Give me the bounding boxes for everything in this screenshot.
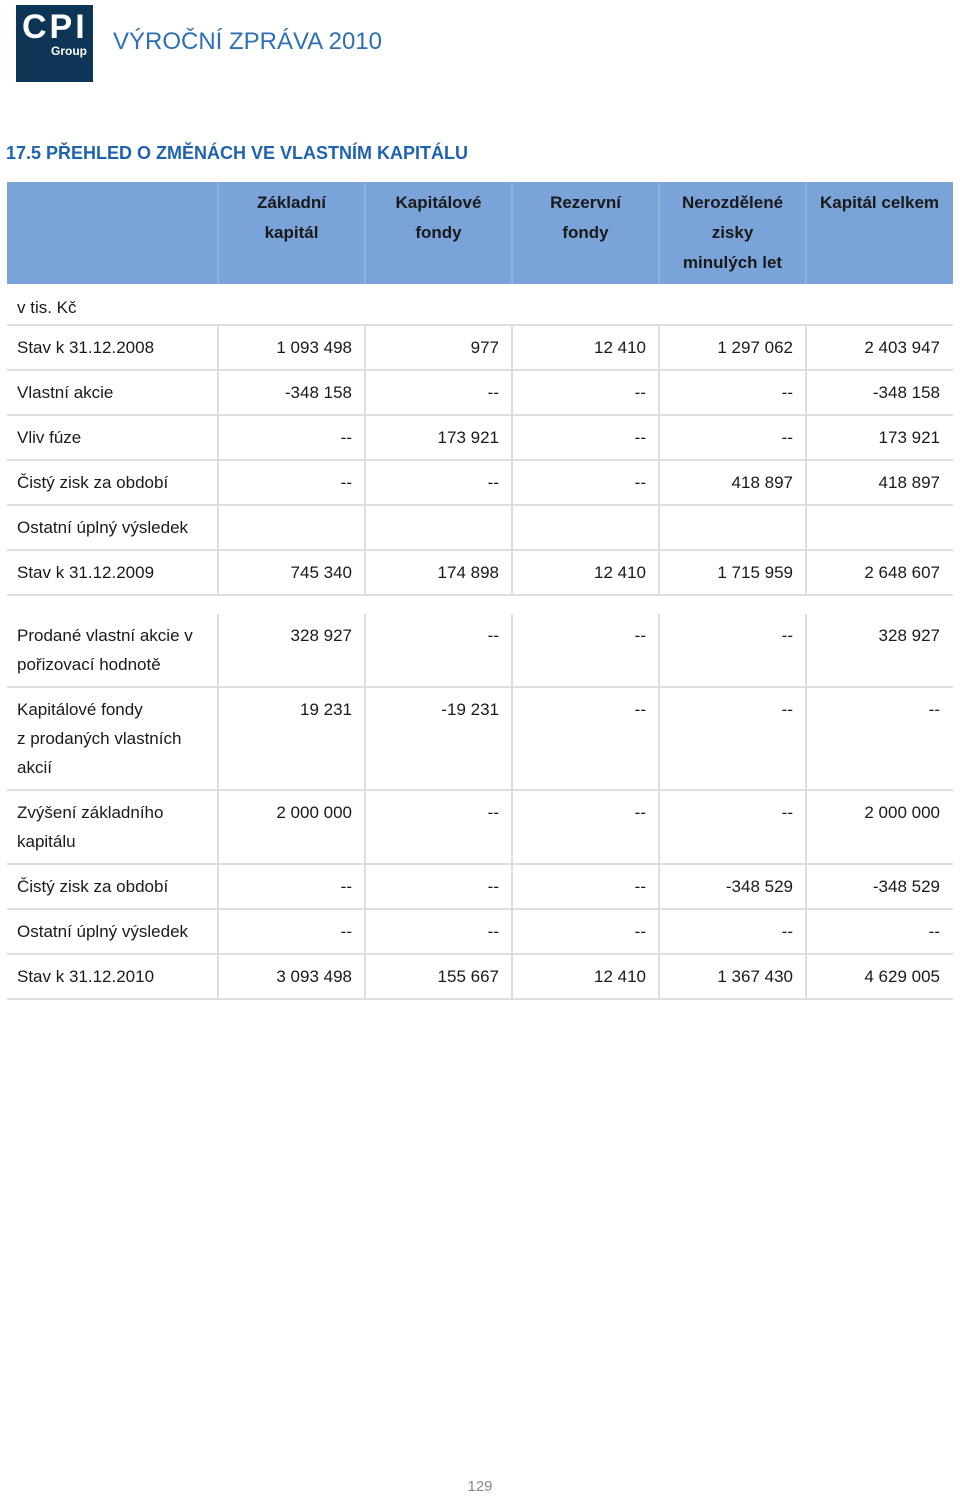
row-label — [7, 506, 217, 549]
table-cell: -- — [364, 865, 511, 908]
table-cell: -348 158 — [805, 371, 952, 414]
table-cell: 12 410 — [511, 551, 658, 594]
row-label-line: Kapitálové fondy — [17, 700, 143, 719]
table-cell: -- — [511, 416, 658, 459]
table-cell: -- — [364, 461, 511, 504]
row-label-line: Vliv fúze — [17, 428, 82, 447]
row-label-line: Zvýšení základního — [17, 803, 164, 822]
table-row — [7, 461, 953, 506]
row-label — [7, 791, 217, 863]
table-cell: -- — [658, 910, 805, 953]
table-cell — [217, 506, 364, 549]
table-cell: 2 000 000 — [217, 791, 364, 863]
row-label-line: akcií — [17, 758, 52, 777]
row-label-line: Vlastní akcie — [17, 383, 114, 402]
row-label — [7, 371, 217, 414]
header-col-total-equity: Kapitál celkem — [805, 182, 952, 284]
table-cell — [511, 506, 658, 549]
row-label-line: kapitálu — [17, 832, 76, 851]
table-cell — [364, 506, 511, 549]
table-cell: -- — [658, 371, 805, 414]
row-label-line: Ostatní úplný výsledek — [17, 518, 189, 537]
table-row — [7, 506, 953, 551]
table-cell: -- — [364, 910, 511, 953]
table-cell: 173 921 — [364, 416, 511, 459]
cpi-group-logo — [16, 5, 93, 82]
row-label — [7, 416, 217, 459]
row-label-line: z prodaných vlastních — [17, 729, 182, 748]
row-label-line: Čistý zisk za období — [17, 473, 169, 492]
table-cell: -- — [805, 910, 952, 953]
table-cell: 3 093 498 — [217, 955, 364, 998]
table-header — [7, 182, 953, 284]
table-cell: 1 093 498 — [217, 326, 364, 369]
header-col-capital-funds: Kapitálové fondy — [364, 182, 511, 284]
table-cell: -- — [805, 688, 952, 789]
table-cell — [805, 506, 952, 549]
table-cell: 2 648 607 — [805, 551, 952, 594]
row-label-line: pořizovací hodnotě — [17, 655, 161, 674]
unit-label: v tis. Kč — [17, 298, 77, 317]
table-cell: -- — [658, 416, 805, 459]
table-cell: 4 629 005 — [805, 955, 952, 998]
table-row — [7, 371, 953, 416]
table-row — [7, 326, 953, 371]
table-row — [7, 416, 953, 461]
table-cell: -- — [511, 791, 658, 863]
equity-changes-table — [7, 182, 953, 1000]
rows-group-2010 — [7, 614, 953, 1000]
table-cell: -- — [511, 614, 658, 686]
logo-subtext: Group — [51, 44, 87, 58]
table-cell: -- — [511, 865, 658, 908]
table-row — [7, 688, 953, 791]
table-cell: -- — [658, 688, 805, 789]
table-cell: 173 921 — [805, 416, 952, 459]
table-cell: 2 000 000 — [805, 791, 952, 863]
table-cell — [658, 506, 805, 549]
table-cell: 155 667 — [364, 955, 511, 998]
table-cell: -- — [364, 791, 511, 863]
header-col-retained-earnings: Nerozdělené zisky minulých let — [658, 182, 805, 284]
header-label-cell — [7, 182, 217, 284]
table-cell: 328 927 — [805, 614, 952, 686]
table-cell: -- — [658, 791, 805, 863]
row-label — [7, 688, 217, 789]
table-cell: 328 927 — [217, 614, 364, 686]
table-cell: -- — [511, 688, 658, 789]
table-cell: 418 897 — [805, 461, 952, 504]
row-label-line: Stav k 31.12.2010 — [17, 967, 155, 986]
row-label-line: Prodané vlastní akcie v — [17, 626, 193, 645]
row-label — [7, 461, 217, 504]
table-cell: -- — [511, 910, 658, 953]
row-label-line: Čistý zisk za období — [17, 877, 169, 896]
table-row — [7, 910, 953, 955]
table-cell: -- — [511, 371, 658, 414]
table-cell: -- — [217, 865, 364, 908]
header-col-share-capital: Základní kapitál — [217, 182, 364, 284]
table-cell: -19 231 — [364, 688, 511, 789]
table-row — [7, 614, 953, 688]
page-number: 129 — [467, 1478, 493, 1495]
table-cell: 745 340 — [217, 551, 364, 594]
table-cell: -- — [511, 461, 658, 504]
row-label-line: Ostatní úplný výsledek — [17, 922, 189, 941]
table-cell: 12 410 — [511, 955, 658, 998]
unit-row — [7, 284, 953, 326]
table-cell: -- — [217, 416, 364, 459]
row-label — [7, 614, 217, 686]
section-title: 17.5 PŘEHLED O ZMĚNÁCH VE VLASTNÍM KAPITÁLU — [6, 143, 469, 163]
row-label — [7, 865, 217, 908]
rows-group-2009 — [7, 326, 953, 596]
row-label — [7, 955, 217, 998]
table-cell: 2 403 947 — [805, 326, 952, 369]
table-cell: -- — [217, 461, 364, 504]
section-gap — [7, 596, 953, 614]
table-row — [7, 551, 953, 596]
row-label — [7, 910, 217, 953]
table-cell: -- — [658, 614, 805, 686]
table-cell: 1 297 062 — [658, 326, 805, 369]
table-cell: 174 898 — [364, 551, 511, 594]
table-row — [7, 865, 953, 910]
table-row — [7, 955, 953, 1000]
row-label — [7, 326, 217, 369]
logo-text: CPI — [22, 8, 88, 46]
table-cell: -348 529 — [658, 865, 805, 908]
row-label-line: Stav k 31.12.2008 — [17, 338, 155, 357]
table-cell: 19 231 — [217, 688, 364, 789]
table-cell: 977 — [364, 326, 511, 369]
table-cell: -- — [217, 910, 364, 953]
table-cell: 418 897 — [658, 461, 805, 504]
table-cell: 12 410 — [511, 326, 658, 369]
document-title: VÝROČNÍ ZPRÁVA 2010 — [113, 28, 382, 55]
table-cell: -348 529 — [805, 865, 952, 908]
row-label — [7, 551, 217, 594]
table-row — [7, 791, 953, 865]
row-label-line: Stav k 31.12.2009 — [17, 563, 155, 582]
table-cell: -- — [364, 371, 511, 414]
header-col-reserve-funds: Rezervní fondy — [511, 182, 658, 284]
table-cell: 1 715 959 — [658, 551, 805, 594]
table-cell: -- — [364, 614, 511, 686]
table-cell: -348 158 — [217, 371, 364, 414]
table-cell: 1 367 430 — [658, 955, 805, 998]
